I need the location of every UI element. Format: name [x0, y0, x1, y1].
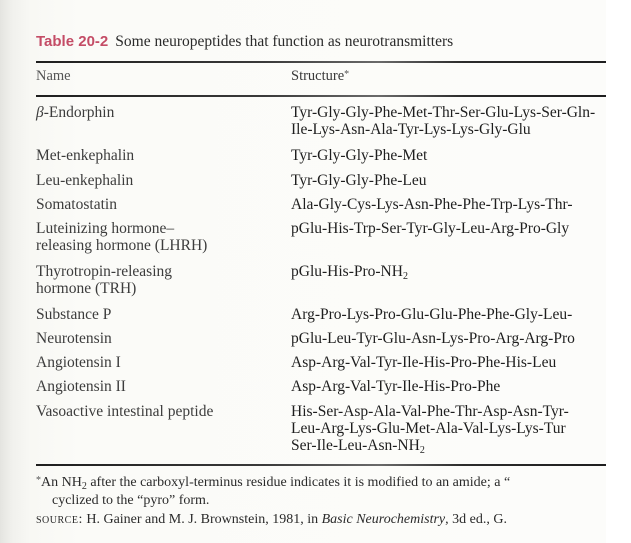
- structure-line: Asp-Arg-Val-Tyr-Ile-His-Pro-Phe-His-Leu: [291, 354, 557, 371]
- table-title: Some neuropeptides that function as neurotransmitters: [115, 33, 454, 50]
- peptide-structure: [291, 104, 606, 138]
- subscript: 2: [81, 481, 87, 492]
- structure-line: Arg-Pro-Lys-Pro-Glu-Glu-Phe-Phe-Gly-Leu-: [291, 306, 573, 323]
- structure-line: Ala-Gly-Cys-Lys-Asn-Phe-Phe-Trp-Lys-Thr-: [291, 196, 573, 213]
- peptide-structure: [291, 196, 606, 213]
- structure-text: Ser-Ile-Leu-Asn-NH: [291, 437, 420, 454]
- structure-line: His-Ser-Asp-Ala-Val-Phe-Thr-Asp-Asn-Tyr-: [291, 403, 569, 420]
- structure-line: Asp-Arg-Val-Tyr-Ile-His-Pro-Phe: [291, 378, 501, 395]
- peptide-structure: [291, 147, 606, 164]
- peptide-name: Somatostatin: [36, 196, 117, 213]
- peptide-name: Angiotensin II: [36, 378, 126, 395]
- top-rule: [36, 61, 606, 63]
- table-footnote: [36, 472, 606, 510]
- name-line: Thyrotropin-releasing: [36, 263, 173, 280]
- peptide-structure: [291, 306, 606, 323]
- structure-line: Ile-Lys-Asn-Ala-Tyr-Lys-Lys-Gly-Glu: [291, 121, 531, 138]
- table-caption: [36, 33, 453, 51]
- source-text: , 3d ed., G.: [445, 512, 507, 527]
- footnote-line: cyclized to the “pyro” form.: [52, 493, 210, 508]
- peptide-structure: [291, 354, 606, 371]
- peptide-name: Neurotensin: [36, 330, 112, 347]
- name-line: Luteinizing hormone–: [36, 220, 175, 237]
- source-citation: [36, 512, 606, 528]
- peptide-structure: [291, 330, 606, 347]
- peptide-structure: [291, 378, 606, 395]
- column-header-name: Name: [36, 68, 71, 84]
- beta-symbol: β: [36, 104, 44, 121]
- bottom-rule: [36, 464, 606, 466]
- name-line: hormone (TRH): [36, 280, 137, 297]
- structure-line: pGlu-His-Trp-Ser-Tyr-Gly-Leu-Arg-Pro-Gly: [291, 220, 570, 237]
- peptide-name: [36, 220, 286, 254]
- footnote-marker: *: [344, 69, 350, 80]
- peptide-structure: [291, 403, 606, 454]
- footnote-text: after the carboxyl-terminus residue indicates it is modified to an amide; a “: [86, 475, 511, 490]
- peptide-structure: [291, 263, 606, 280]
- structure-line: Tyr-Gly-Gly-Phe-Met-Thr-Ser-Glu-Lys-Ser-Gln-: [291, 104, 596, 121]
- source-text: H. Gainer and M. J. Brownstein, 1981, in: [82, 512, 322, 527]
- peptide-name: Angiotensin I: [36, 354, 121, 371]
- source-label: source:: [36, 512, 83, 527]
- footnote-line: [36, 472, 606, 492]
- structure-line: Tyr-Gly-Gly-Phe-Met: [291, 147, 428, 164]
- peptide-name: [36, 104, 286, 121]
- peptide-structure: [291, 172, 606, 189]
- peptide-name: Met-enkephalin: [36, 147, 135, 164]
- header-rule: [36, 95, 606, 97]
- peptide-name-text: -Endorphin: [43, 104, 115, 121]
- subscript: 2: [419, 445, 425, 454]
- book-title: Basic Neurochemistry: [321, 512, 446, 527]
- footnote-marker: *: [36, 475, 41, 486]
- structure-line: pGlu-Leu-Tyr-Glu-Asn-Lys-Pro-Arg-Arg-Pro: [291, 330, 575, 347]
- structure-text: pGlu-His-Pro-NH: [291, 263, 403, 280]
- structure-line: Tyr-Gly-Gly-Phe-Leu: [291, 172, 427, 189]
- page-margin: [606, 0, 631, 543]
- peptide-name: Vasoactive intestinal peptide: [36, 403, 214, 420]
- column-header-structure: [291, 68, 349, 85]
- table-label: Table 20-2: [36, 33, 109, 50]
- structure-line: [291, 437, 606, 454]
- structure-line: Leu-Arg-Lys-Glu-Met-Ala-Val-Lys-Lys-Tur: [291, 420, 566, 437]
- name-line: releasing hormone (LHRH): [36, 237, 208, 254]
- subscript: 2: [402, 271, 408, 280]
- footnote-text: An NH: [41, 475, 82, 490]
- structure-line: [291, 263, 606, 280]
- peptide-structure: [291, 220, 606, 237]
- structure-header-text: Structure: [291, 68, 345, 84]
- peptide-name: Substance P: [36, 306, 112, 323]
- peptide-name: Leu-enkephalin: [36, 172, 134, 189]
- peptide-name: [36, 263, 286, 297]
